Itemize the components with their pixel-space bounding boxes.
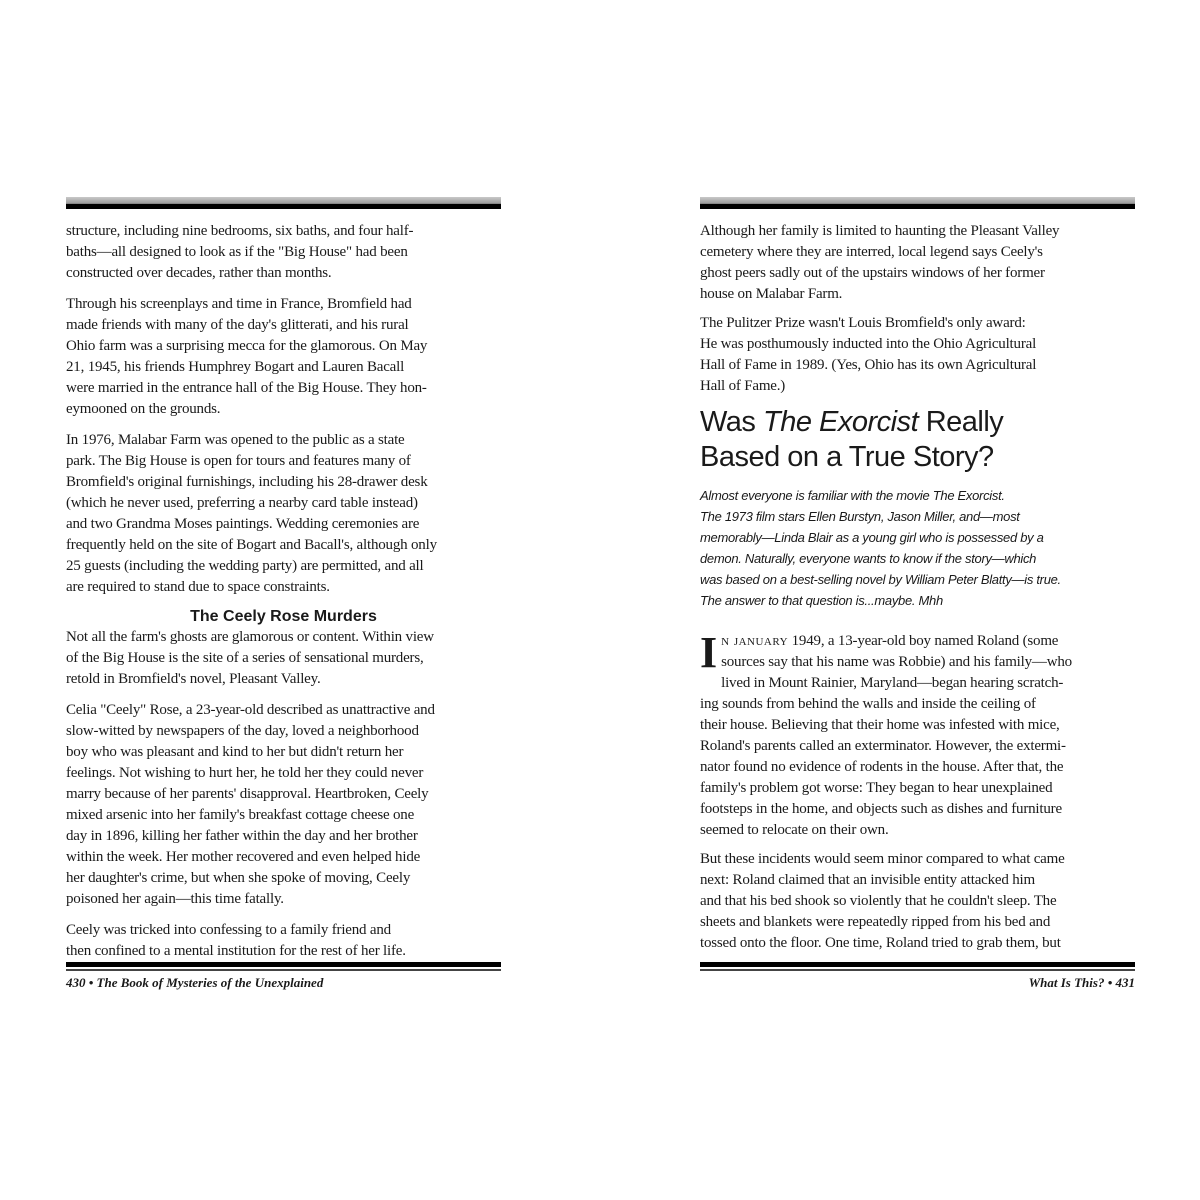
- paragraph-line: lived in Mount Rainier, Maryland—began hearing scratch-: [721, 675, 1064, 691]
- paragraph-line: [700, 631, 1135, 652]
- paragraph-line: eymooned on the grounds.: [66, 401, 221, 417]
- summary-line: demon. Naturally, everyone wants to know if the story—which: [700, 551, 1037, 566]
- section-title: [700, 405, 1135, 475]
- paragraph-line: structure, including nine bedrooms, six baths, and four half-: [66, 223, 414, 239]
- paragraph: [66, 920, 501, 962]
- paragraph-line: family's problem got worse: They began to hear unexplained: [700, 780, 1053, 796]
- top-rule: [700, 197, 1135, 209]
- paragraph-line: were married in the entrance hall of the Big House. They hon-: [66, 380, 427, 396]
- paragraph-line: But these incidents would seem minor compared to what came: [700, 851, 1065, 867]
- paragraph: [66, 221, 501, 284]
- title-italic: The Exorcist: [762, 406, 919, 438]
- paragraph-line: (which he never used, preferring a nearby card table instead): [66, 495, 418, 511]
- bottom-rule: [66, 962, 501, 972]
- opening-paragraph: [700, 628, 1135, 841]
- paragraph-line: and that his bed shook so violently that he couldn't sleep. The: [700, 893, 1057, 909]
- paragraph: [700, 221, 1135, 305]
- paragraph-line: tossed onto the floor. One time, Roland tried to grab them, but: [700, 935, 1061, 951]
- top-rule: [66, 197, 501, 209]
- paragraph-line: Hall of Fame in 1989. (Yes, Ohio has its own Agricultural: [700, 357, 1037, 373]
- paragraph-line: The Pulitzer Prize wasn't Louis Bromfield's only award:: [700, 315, 1026, 331]
- line-text: 1949, a 13-year-old boy named Roland (some: [788, 633, 1059, 649]
- section-summary: [700, 485, 1135, 611]
- paragraph-line: within the week. Her mother recovered and even helped hide: [66, 849, 421, 865]
- left-text-column: [66, 221, 501, 961]
- paragraph: [66, 627, 501, 690]
- subheading: The Ceely Rose Murders: [190, 608, 377, 625]
- drop-cap: I: [700, 628, 718, 677]
- paragraph-line: made friends with many of the day's glitterati, and his rural: [66, 317, 409, 333]
- title-part: Really: [918, 406, 1004, 438]
- paragraph-line: of the Big House is the site of a series of sensational murders,: [66, 650, 424, 666]
- paragraph-line: baths—all designed to look as if the "Big House" had been: [66, 244, 408, 260]
- paragraph-line: are required to stand due to space constraints.: [66, 579, 330, 595]
- following-paragraphs: [700, 849, 1135, 954]
- intro-paragraphs: [700, 221, 1135, 397]
- paragraph-line: frequently held on the site of Bogart and Bacall's, although only: [66, 537, 437, 553]
- paragraph-line: boy who was pleasant and kind to her but didn't return her: [66, 744, 404, 760]
- paragraph-line: retold in Bromfield's novel, Pleasant Valley.: [66, 671, 321, 687]
- paragraph-line: sources say that his name was Robbie) and his family—who: [721, 654, 1072, 670]
- title-part: Was: [700, 406, 763, 438]
- paragraph-line: He was posthumously inducted into the Ohio Agricultural: [700, 336, 1037, 352]
- paragraph-line: park. The Big House is open for tours and features many of: [66, 453, 411, 469]
- paragraph-line: house on Malabar Farm.: [700, 286, 843, 302]
- title-line-2: Based on a True Story?: [700, 441, 994, 473]
- paragraph: [66, 430, 501, 598]
- paragraph-line: and two Grandma Moses paintings. Wedding ceremonies are: [66, 516, 420, 532]
- paragraph-line: 25 guests (including the wedding party) are permitted, and all: [66, 558, 424, 574]
- opening-lines: [700, 652, 1135, 841]
- paragraph-line: In 1976, Malabar Farm was opened to the public as a state: [66, 432, 405, 448]
- paragraph-line: their house. Believing that their home was infested with mice,: [700, 717, 1060, 733]
- left-page: [66, 197, 501, 990]
- paragraph-line: sheets and blankets were repeatedly ripped from his bed and: [700, 914, 1051, 930]
- paragraph-line: 21, 1945, his friends Humphrey Bogart and Lauren Bacall: [66, 359, 405, 375]
- paragraph-line: Ceely was tricked into confessing to a family friend and: [66, 922, 391, 938]
- paragraph-line: feelings. Not wishing to hurt her, he told her they could never: [66, 765, 424, 781]
- paragraph-line: day in 1896, killing her father within the day and her brother: [66, 828, 418, 844]
- right-text-column: [700, 221, 1135, 961]
- paragraph-line: Celia "Ceely" Rose, a 23-year-old described as unattractive and: [66, 702, 435, 718]
- paragraph-line: constructed over decades, rather than months.: [66, 265, 332, 281]
- paragraph-line: Although her family is limited to haunting the Pleasant Valley: [700, 223, 1060, 239]
- paragraph-line: footsteps in the home, and objects such as dishes and furniture: [700, 801, 1062, 817]
- page-footer: What Is This? • 431: [1028, 975, 1135, 990]
- summary-line: The 1973 film stars Ellen Burstyn, Jason Miller, and—most: [700, 509, 1020, 524]
- small-caps-lead: n january: [721, 633, 789, 649]
- paragraph-line: cemetery where they are interred, local legend says Ceely's: [700, 244, 1043, 260]
- paragraph: [66, 294, 501, 420]
- summary-line: was based on a best-selling novel by William Peter Blatty—is true.: [700, 572, 1061, 587]
- paragraph-line: ghost peers sadly out of the upstairs windows of her former: [700, 265, 1045, 281]
- paragraph-line: Not all the farm's ghosts are glamorous or content. Within view: [66, 629, 434, 645]
- paragraph-line: Bromfield's original furnishings, including his 28-drawer desk: [66, 474, 428, 490]
- paragraph-line: Roland's parents called an exterminator. However, the extermi-: [700, 738, 1066, 754]
- paragraph-line: poisoned her again—this time fatally.: [66, 891, 284, 907]
- paragraph-line: her daughter's crime, but when she spoke of moving, Ceely: [66, 870, 411, 886]
- page-footer: 430 • The Book of Mysteries of the Unexplained: [66, 975, 324, 990]
- paragraph-line: then confined to a mental institution for the rest of her life.: [66, 943, 406, 959]
- paragraph-line: Hall of Fame.): [700, 378, 786, 394]
- bottom-rule: [700, 962, 1135, 972]
- paragraph-line: nator found no evidence of rodents in the house. After that, the: [700, 759, 1064, 775]
- summary-line: The answer to that question is...maybe. Mhh: [700, 593, 943, 608]
- paragraph-line: Ohio farm was a surprising mecca for the glamorous. On May: [66, 338, 428, 354]
- paragraph-line: marry because of her parents' disapproval. Heartbroken, Ceely: [66, 786, 429, 802]
- paragraph: [700, 313, 1135, 397]
- summary-line: memorably—Linda Blair as a young girl who is possessed by a: [700, 530, 1044, 545]
- right-page: [700, 197, 1135, 990]
- paragraph-line: slow-witted by newspapers of the day, loved a neighborhood: [66, 723, 419, 739]
- paragraph: [700, 849, 1135, 954]
- summary-line: Almost everyone is familiar with the movie The Exorcist.: [700, 488, 1005, 503]
- paragraph-line: next: Roland claimed that an invisible entity attacked him: [700, 872, 1035, 888]
- paragraph-line: seemed to relocate on their own.: [700, 822, 889, 838]
- paragraph-line: Through his screenplays and time in France, Bromfield had: [66, 296, 412, 312]
- paragraph: [66, 700, 501, 910]
- paragraph-line: ing sounds from behind the walls and inside the ceiling of: [700, 696, 1036, 712]
- paragraph-line: mixed arsenic into her family's breakfast cottage cheese one: [66, 807, 415, 823]
